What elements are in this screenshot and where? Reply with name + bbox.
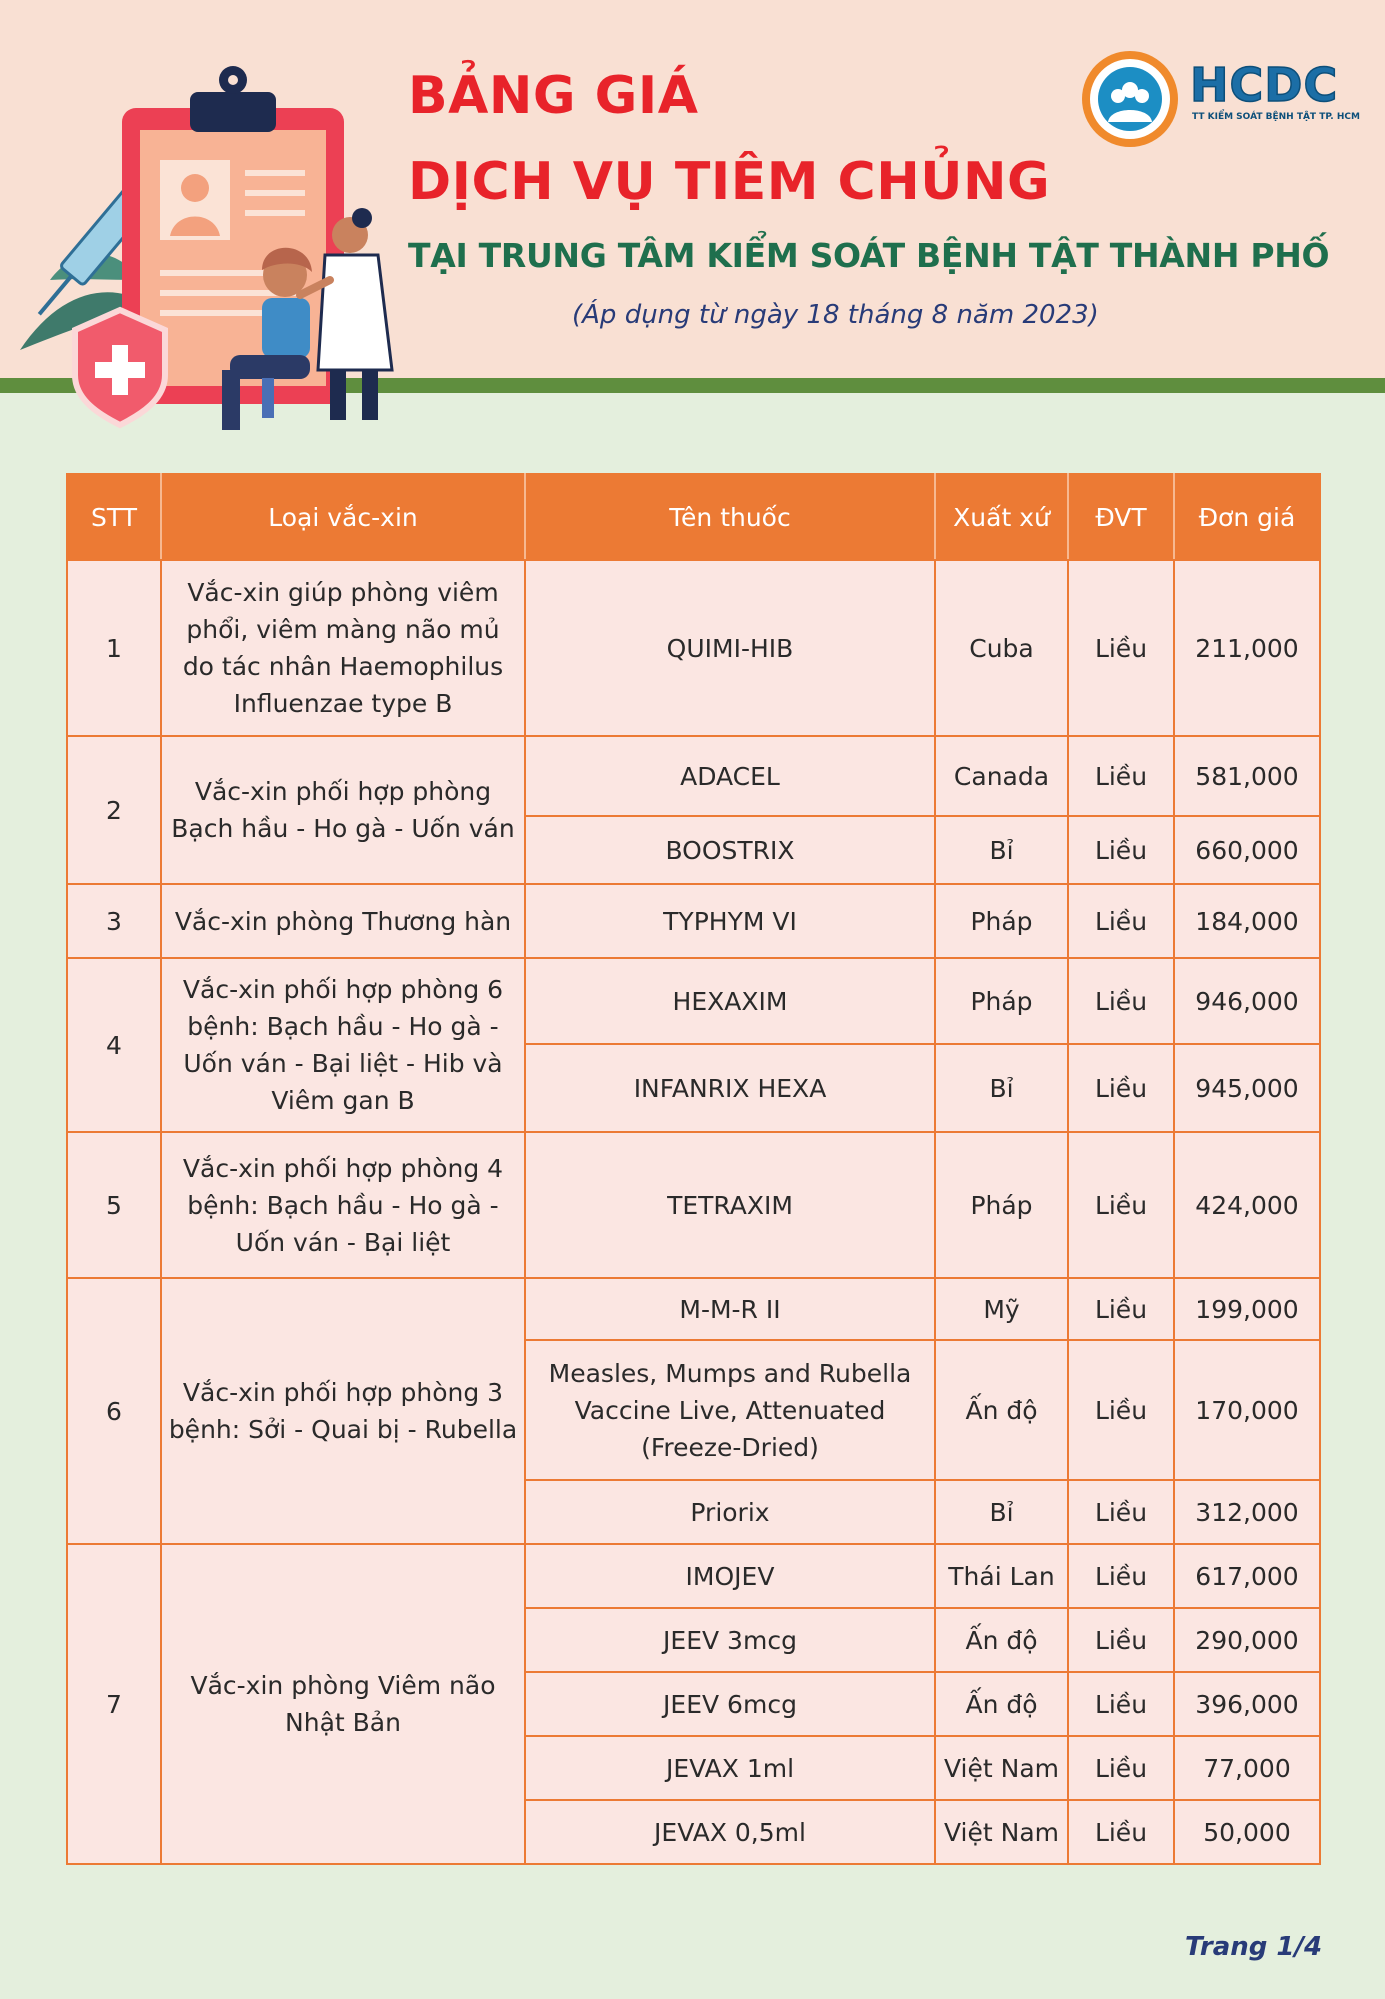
row-origin: Việt Nam xyxy=(935,1800,1068,1864)
row-drug-name: Measles, Mumps and Rubella Vaccine Live, Attenuated (Freeze-Dried) xyxy=(525,1340,935,1480)
row-unit: Liều xyxy=(1068,1800,1174,1864)
row-price: 581,000 xyxy=(1174,736,1320,816)
row-drug-name: TETRAXIM xyxy=(525,1132,935,1278)
row-vaccine-type: Vắc-xin giúp phòng viêm phổi, viêm màng não mủ do tác nhân Haemophilus Influenzae type B xyxy=(161,560,525,736)
row-unit: Liều xyxy=(1068,1544,1174,1608)
row-origin: Ấn độ xyxy=(935,1672,1068,1736)
row-price: 77,000 xyxy=(1174,1736,1320,1800)
row-vaccine-type: Vắc-xin phối hợp phòng 3 bệnh: Sởi - Quai bị - Rubella xyxy=(161,1278,525,1544)
row-stt: 7 xyxy=(67,1544,161,1864)
column-header-origin: Xuất xứ xyxy=(935,474,1068,560)
row-stt: 2 xyxy=(67,736,161,884)
row-unit: Liều xyxy=(1068,1672,1174,1736)
row-drug-name: ADACEL xyxy=(525,736,935,816)
row-drug-name: HEXAXIM xyxy=(525,958,935,1044)
vaccine-price-table xyxy=(66,473,1321,1865)
row-unit: Liều xyxy=(1068,1608,1174,1672)
row-origin: Ấn độ xyxy=(935,1608,1068,1672)
row-price: 170,000 xyxy=(1174,1340,1320,1480)
row-stt: 1 xyxy=(67,560,161,736)
column-header-vaccine-type: Loại vắc-xin xyxy=(161,474,525,560)
column-header-unit: ĐVT xyxy=(1068,474,1174,560)
page-title-line-1: BẢNG GIÁ xyxy=(408,66,699,126)
row-vaccine-type: Vắc-xin phòng Thương hàn xyxy=(161,884,525,958)
effective-date-note: (Áp dụng từ ngày 18 tháng 8 năm 2023) xyxy=(572,300,1099,330)
row-vaccine-type: Vắc-xin phòng Viêm não Nhật Bản xyxy=(161,1544,525,1864)
row-stt: 5 xyxy=(67,1132,161,1278)
row-origin: Mỹ xyxy=(935,1278,1068,1340)
row-drug-name: M-M-R II xyxy=(525,1278,935,1340)
row-price: 396,000 xyxy=(1174,1672,1320,1736)
table-row xyxy=(67,958,1320,1044)
row-price: 312,000 xyxy=(1174,1480,1320,1544)
row-drug-name: QUIMI-HIB xyxy=(525,560,935,736)
row-price: 946,000 xyxy=(1174,958,1320,1044)
row-unit: Liều xyxy=(1068,958,1174,1044)
row-vaccine-type: Vắc-xin phối hợp phòng 4 bệnh: Bạch hầu - Ho gà - Uốn ván - Bại liệt xyxy=(161,1132,525,1278)
row-unit: Liều xyxy=(1068,560,1174,736)
table-header-row xyxy=(67,474,1320,560)
logo-text: HCDC xyxy=(1190,58,1339,112)
row-stt: 4 xyxy=(67,958,161,1132)
row-unit: Liều xyxy=(1068,884,1174,958)
row-origin: Bỉ xyxy=(935,816,1068,884)
row-drug-name: Priorix xyxy=(525,1480,935,1544)
shield-icon xyxy=(75,310,165,425)
row-price: 617,000 xyxy=(1174,1544,1320,1608)
row-origin: Pháp xyxy=(935,958,1068,1044)
row-unit: Liều xyxy=(1068,1480,1174,1544)
row-origin: Canada xyxy=(935,736,1068,816)
row-price: 184,000 xyxy=(1174,884,1320,958)
row-drug-name: JEEV 6mcg xyxy=(525,1672,935,1736)
row-origin: Pháp xyxy=(935,884,1068,958)
row-unit: Liều xyxy=(1068,1278,1174,1340)
row-price: 199,000 xyxy=(1174,1278,1320,1340)
row-drug-name: JEVAX 0,5ml xyxy=(525,1800,935,1864)
row-price: 945,000 xyxy=(1174,1044,1320,1132)
row-drug-name: TYPHYM VI xyxy=(525,884,935,958)
page-title-line-2: DỊCH VỤ TIÊM CHỦNG xyxy=(408,152,1051,212)
row-stt: 3 xyxy=(67,884,161,958)
row-vaccine-type: Vắc-xin phối hợp phòng Bạch hầu - Ho gà - Uốn ván xyxy=(161,736,525,884)
row-origin: Cuba xyxy=(935,560,1068,736)
row-unit: Liều xyxy=(1068,1044,1174,1132)
row-drug-name: JEEV 3mcg xyxy=(525,1608,935,1672)
table-row xyxy=(67,560,1320,736)
row-price: 424,000 xyxy=(1174,1132,1320,1278)
row-drug-name: IMOJEV xyxy=(525,1544,935,1608)
row-drug-name: INFANRIX HEXA xyxy=(525,1044,935,1132)
row-origin: Bỉ xyxy=(935,1480,1068,1544)
row-origin: Việt Nam xyxy=(935,1736,1068,1800)
page-number: Trang 1/4 xyxy=(1185,1932,1323,1962)
table-row xyxy=(67,1132,1320,1278)
row-origin: Pháp xyxy=(935,1132,1068,1278)
row-origin: Bỉ xyxy=(935,1044,1068,1132)
row-unit: Liều xyxy=(1068,1132,1174,1278)
vaccination-illustration xyxy=(0,40,420,440)
row-price: 290,000 xyxy=(1174,1608,1320,1672)
row-price: 211,000 xyxy=(1174,560,1320,736)
column-header-stt: STT xyxy=(67,474,161,560)
table-row xyxy=(67,884,1320,958)
row-price: 50,000 xyxy=(1174,1800,1320,1864)
row-unit: Liều xyxy=(1068,1736,1174,1800)
column-header-drug-name: Tên thuốc xyxy=(525,474,935,560)
table-row xyxy=(67,1544,1320,1608)
row-origin: Thái Lan xyxy=(935,1544,1068,1608)
row-price: 660,000 xyxy=(1174,816,1320,884)
table-row xyxy=(67,1278,1320,1340)
row-unit: Liều xyxy=(1068,816,1174,884)
table-body xyxy=(67,560,1320,1864)
logo-subtext: TT KIỂM SOÁT BỆNH TẬT TP. HCM xyxy=(1192,112,1360,122)
row-drug-name: BOOSTRIX xyxy=(525,816,935,884)
page-subtitle: TẠI TRUNG TÂM KIỂM SOÁT BỆNH TẬT THÀNH PHỐ xyxy=(408,236,1330,275)
row-drug-name: JEVAX 1ml xyxy=(525,1736,935,1800)
table-row xyxy=(67,736,1320,816)
row-origin: Ấn độ xyxy=(935,1340,1068,1480)
row-stt: 6 xyxy=(67,1278,161,1544)
row-vaccine-type: Vắc-xin phối hợp phòng 6 bệnh: Bạch hầu - Ho gà - Uốn ván - Bại liệt - Hib và Viêm gan B xyxy=(161,958,525,1132)
row-unit: Liều xyxy=(1068,736,1174,816)
column-header-price: Đơn giá xyxy=(1174,474,1320,560)
row-unit: Liều xyxy=(1068,1340,1174,1480)
